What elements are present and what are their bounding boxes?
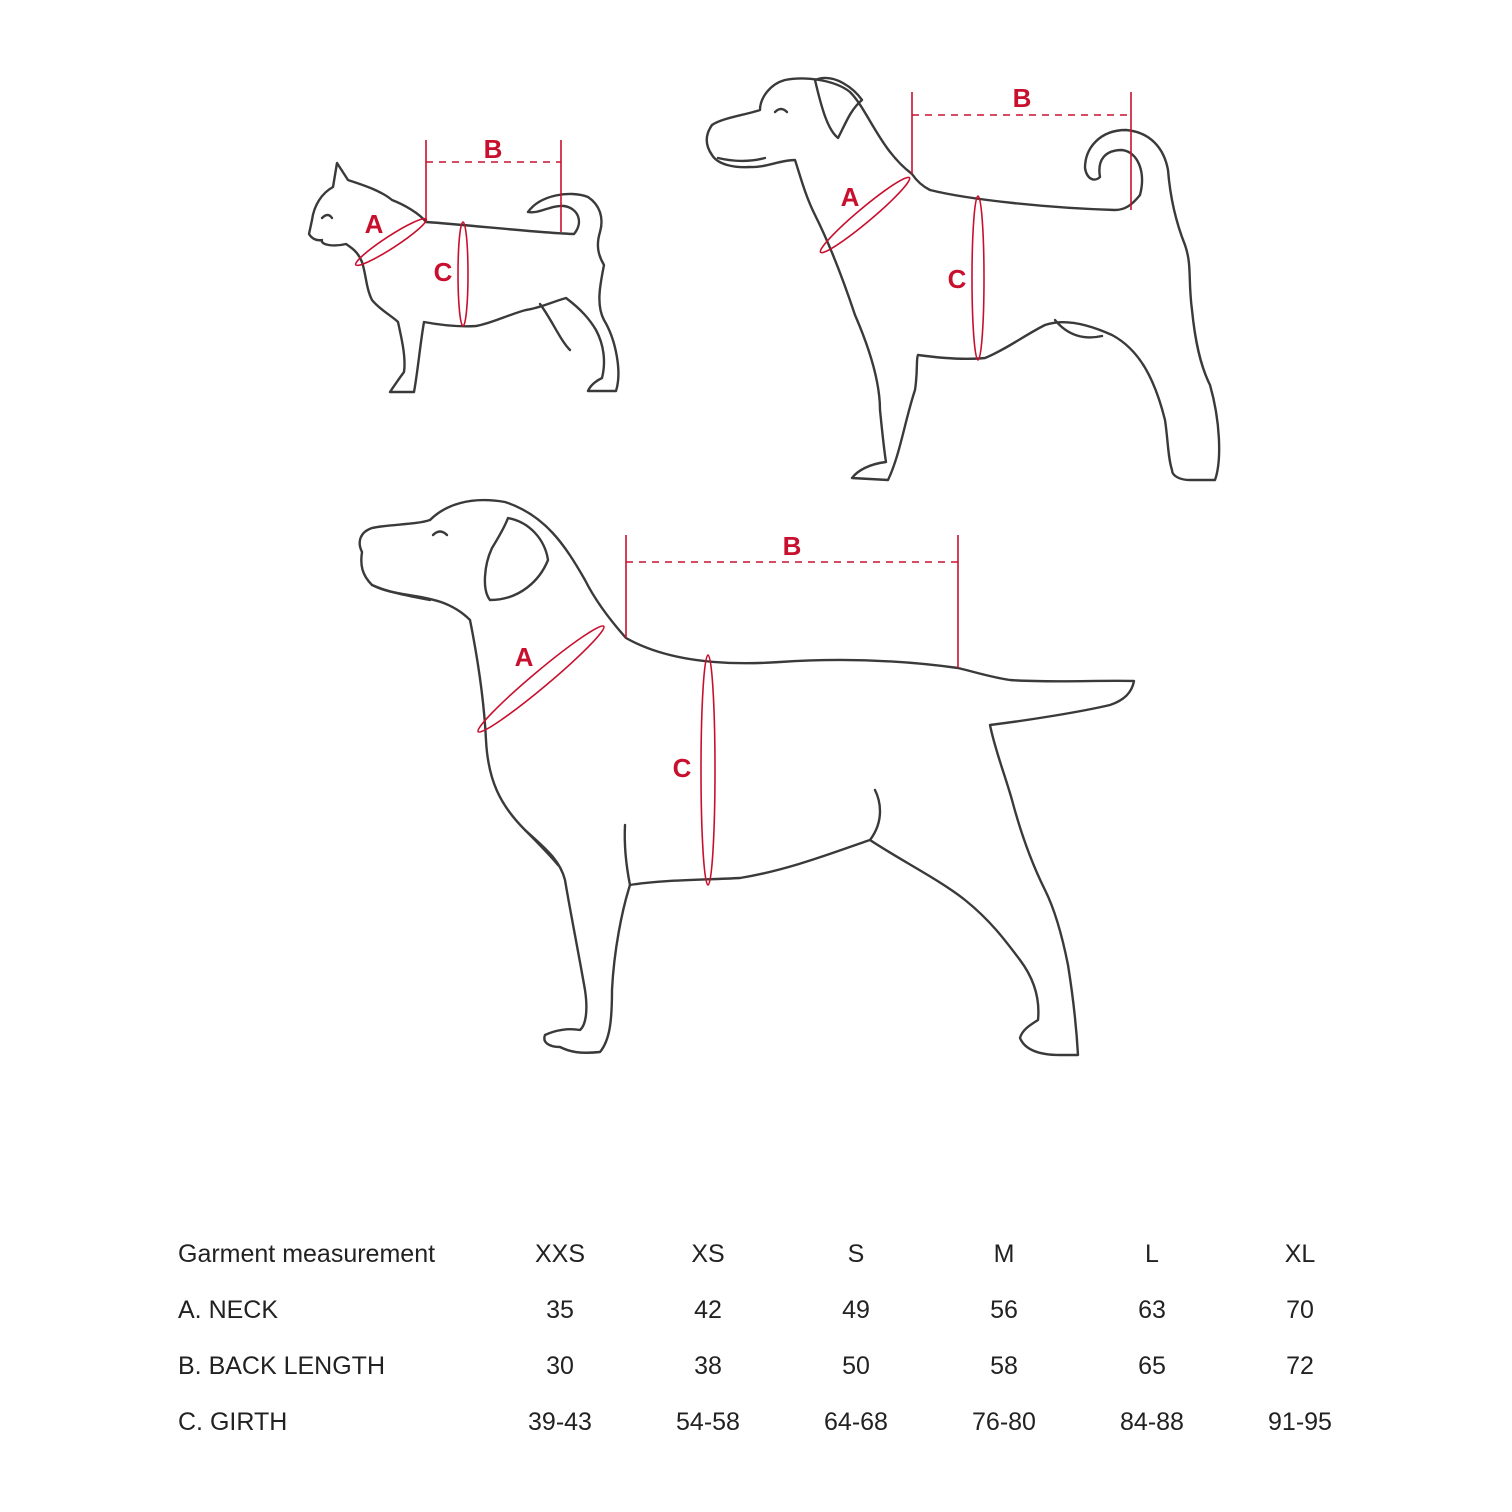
medium-dog-neck-measure: [816, 172, 914, 257]
large-dog-girth-measure: [701, 655, 715, 885]
medium-dog-label-b: B: [1012, 83, 1032, 113]
large-dog-foreleg-detail: [625, 825, 630, 885]
small-dog-label-c: C: [433, 257, 453, 287]
table-row-back-length: B. BACK LENGTH 30 38 50 58 65 72: [178, 1352, 1314, 1380]
table-row-neck: A. NECK 35 42 49 56 63 70: [178, 1296, 1314, 1324]
large-dog-label-a: A: [514, 642, 534, 672]
large-dog-hind-detail: [870, 790, 880, 840]
small-dog-label-a: A: [364, 209, 384, 239]
large-dog-neck-measure: [473, 620, 609, 738]
medium-dog-mouth: [718, 158, 765, 161]
large-dog-label-b: B: [782, 531, 802, 561]
large-dog-label-c: C: [672, 753, 692, 783]
large-dog-outline: [360, 500, 1134, 1055]
small-dog-eye: [322, 215, 332, 218]
small-dog-girth-measure: [458, 222, 468, 326]
row-label: C. GIRTH: [178, 1408, 288, 1436]
large-dog-chest-detail: [525, 830, 558, 865]
large-dog-ear: [485, 518, 548, 600]
medium-dog-eye: [775, 109, 787, 112]
table-row-girth: C. GIRTH 39-43 54-58 64-68 76-80 84-88 91-95: [178, 1408, 1332, 1436]
size-table: [178, 1230, 1358, 1454]
table-header-row: Garment measurement XXS XS S M L XL: [178, 1240, 1316, 1268]
medium-dog-illustration: [707, 78, 1219, 480]
row-label: A. NECK: [178, 1296, 279, 1324]
table-header-label: Garment measurement: [178, 1240, 436, 1268]
medium-dog-ear: [815, 78, 862, 138]
small-dog-label-b: B: [483, 134, 503, 164]
medium-dog-girth-measure: [972, 196, 984, 360]
small-dog-illustration: [309, 134, 618, 392]
medium-dog-label-a: A: [840, 182, 860, 212]
medium-dog-label-c: C: [947, 264, 967, 294]
small-dog-outline: [309, 163, 618, 392]
large-dog-eye: [433, 532, 447, 536]
large-dog-illustration: [360, 500, 1134, 1055]
row-label: B. BACK LENGTH: [178, 1352, 385, 1380]
small-dog-hind-leg-detail: [540, 304, 570, 350]
